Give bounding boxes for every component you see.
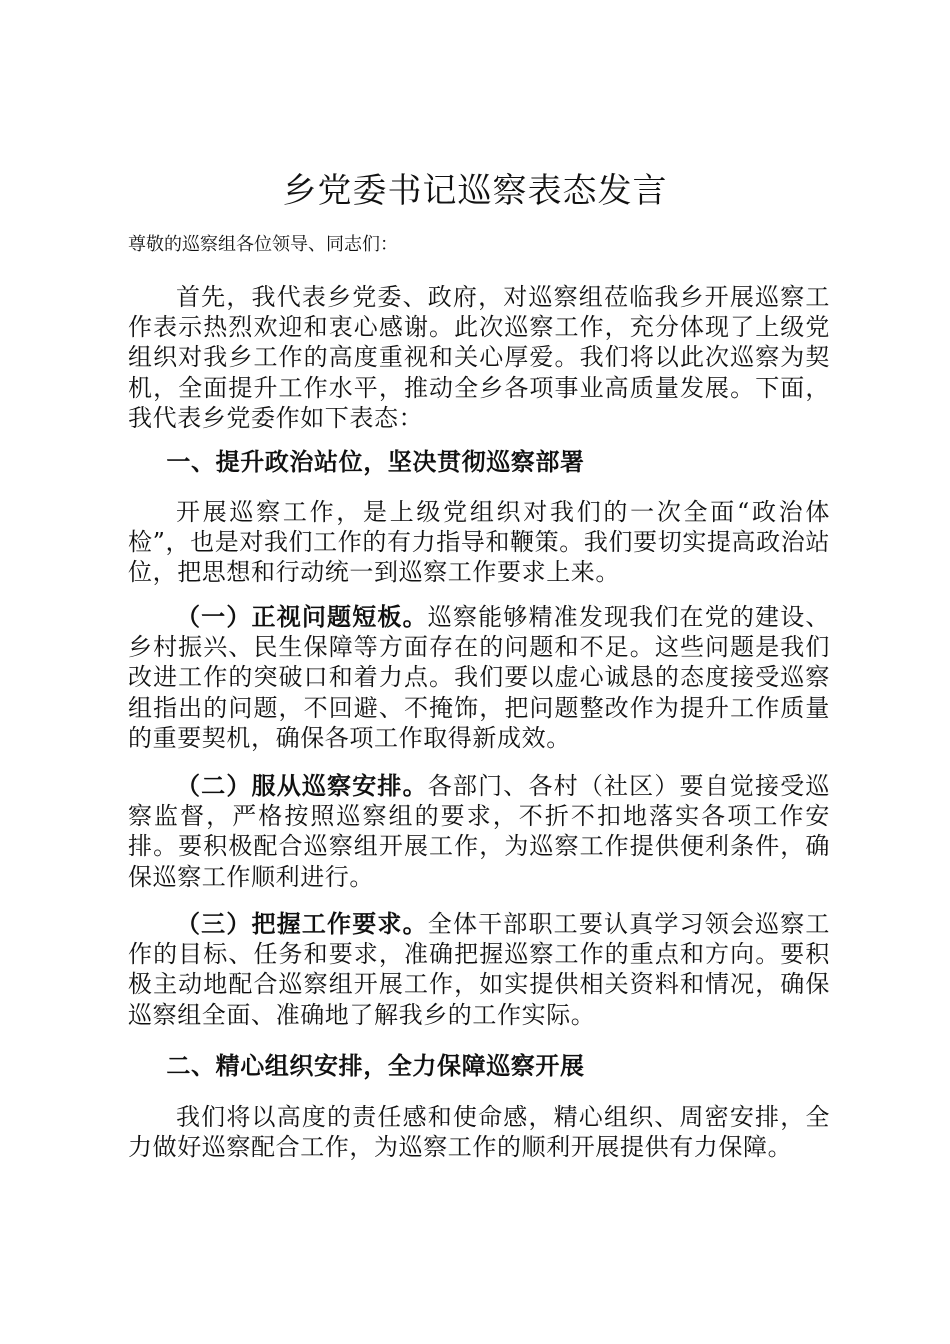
section-1-item-1 [128, 602, 830, 753]
section-2-heading: 二、精心组织安排，全力保障巡察开展 [166, 1051, 585, 1080]
section-1-heading: 一、提升政治站位，坚决贯彻巡察部署 [166, 447, 585, 476]
item-2-text: 各部门、各村（社区）要自觉接受巡察监督，严格按照巡察组的要求，不折不扣地落实各项工作安排。要积极配合巡察组开展工作，为巡察工作提供便利条件，确保巡察工作顺利进行。 [128, 772, 830, 891]
item-3-text: 全体干部职工要认真学习领会巡察工作的目标、任务和要求，准确把握巡察工作的重点和方向。要积极主动地配合巡察组开展工作，如实提供相关资料和情况，确保巡察组全面、准确地了解我乡的工作实际。 [128, 910, 830, 1029]
section-1-item-3 [128, 909, 830, 1030]
item-2-lead: （二）服从巡察安排。 [176, 771, 428, 800]
document-title: 乡党委书记巡察表态发言 [282, 171, 668, 211]
intro-paragraph: 首先，我代表乡党委、政府，对巡察组莅临我乡开展巡察工作表示热烈欢迎和衷心感谢。此次巡察工作，充分体现了上级党组织对我乡工作的高度重视和关心厚爱。我们将以此次巡察为契机，全面提升工作水平，推动全乡各项事业高质量发展。下面，我代表乡党委作如下表态： [128, 283, 830, 432]
item-3-lead: （三）把握工作要求。 [176, 909, 428, 938]
section-2-paragraph: 我们将以高度的责任感和使命感，精心组织、周密安排，全力做好巡察配合工作，为巡察工作的顺利开展提供有力保障。 [128, 1103, 830, 1162]
item-1-lead: （一）正视问题短板。 [176, 602, 428, 631]
item-1-text: 巡察能够精准发现我们在党的建设、乡村振兴、民生保障等方面存在的问题和不足。这些问题是我们改进工作的突破口和着力点。我们要以虚心诚恳的态度接受巡察组指出的问题，不回避、不掩饰，把问题整改作为提升工作质量的重要契机，确保各项工作取得新成效。 [128, 603, 830, 752]
salutation: 尊敬的巡察组各位领导、同志们： [128, 234, 398, 255]
section-1-paragraph: 开展巡察工作，是上级党组织对我们的一次全面“政治体检”，也是对我们工作的有力指导和鞭策。我们要切实提高政治站位，把思想和行动统一到巡察工作要求上来。 [128, 498, 830, 587]
section-1-item-2 [128, 771, 830, 892]
